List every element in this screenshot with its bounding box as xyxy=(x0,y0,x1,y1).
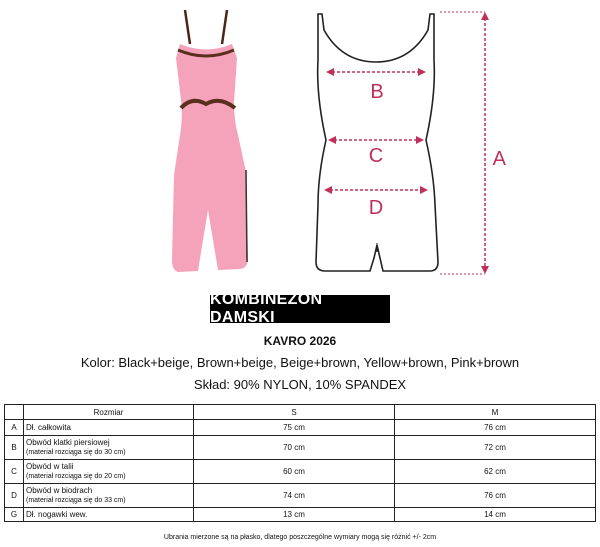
row-letter: B xyxy=(5,436,24,460)
measurement-diagram xyxy=(316,12,489,274)
footer-note: Ubrania mierzone są na płasko, dlatego poszczególne wymiary mogą się różnić +/- 2cm xyxy=(163,534,437,541)
row-label: Dł. nogawki wew. xyxy=(24,508,194,522)
size-header: Rozmiar xyxy=(24,405,194,420)
row-label: Dł. całkowita xyxy=(24,420,194,436)
row-label: Obwód w biodrach xyxy=(26,485,93,495)
row-label: Obwód w talii xyxy=(26,461,74,471)
product-title: KOMBINEZON DAMSKI xyxy=(210,295,390,323)
row-label-cell xyxy=(24,436,194,460)
size-table xyxy=(4,404,596,522)
row-label-cell xyxy=(24,460,194,484)
value-m: 14 cm xyxy=(395,508,596,522)
value-m: 72 cm xyxy=(395,436,596,460)
label-d: D xyxy=(368,197,384,219)
label-c: C xyxy=(368,145,384,167)
table-row xyxy=(5,460,596,484)
corner-cell xyxy=(5,405,24,420)
row-letter: C xyxy=(5,460,24,484)
color-options: Kolor: Black+beige, Brown+beige, Beige+brown, Yellow+brown, Pink+brown xyxy=(80,355,520,370)
composition: Skład: 90% NYLON, 10% SPANDEX xyxy=(193,377,407,392)
value-s: 74 cm xyxy=(194,484,395,508)
value-m: 76 cm xyxy=(395,484,596,508)
row-label-cell xyxy=(24,484,194,508)
col-s-header: S xyxy=(194,405,395,420)
row-note: (materiał rozciąga się do 20 cm) xyxy=(26,472,126,480)
value-s: 13 cm xyxy=(194,508,395,522)
col-m-header: M xyxy=(395,405,596,420)
model-code: KAVRO 2026 xyxy=(263,334,337,348)
value-s: 60 cm xyxy=(194,460,395,484)
value-m: 62 cm xyxy=(395,460,596,484)
product-figure xyxy=(150,0,506,285)
row-note: (materiał rozciąga się do 33 cm) xyxy=(26,496,126,504)
bodysuit-photo xyxy=(172,10,248,272)
table-row xyxy=(5,508,596,522)
size-table-header xyxy=(5,405,596,420)
row-letter: D xyxy=(5,484,24,508)
value-s: 75 cm xyxy=(194,420,395,436)
value-s: 70 cm xyxy=(194,436,395,460)
label-a: A xyxy=(492,148,506,170)
table-row xyxy=(5,436,596,460)
row-note: (materiał rozciąga się do 30 cm) xyxy=(26,448,126,456)
row-letter: A xyxy=(5,420,24,436)
label-b: B xyxy=(370,81,384,103)
row-letter: G xyxy=(5,508,24,522)
table-row xyxy=(5,420,596,436)
row-label: Obwód klatki piersiowej xyxy=(26,437,110,447)
table-row xyxy=(5,484,596,508)
value-m: 76 cm xyxy=(395,420,596,436)
